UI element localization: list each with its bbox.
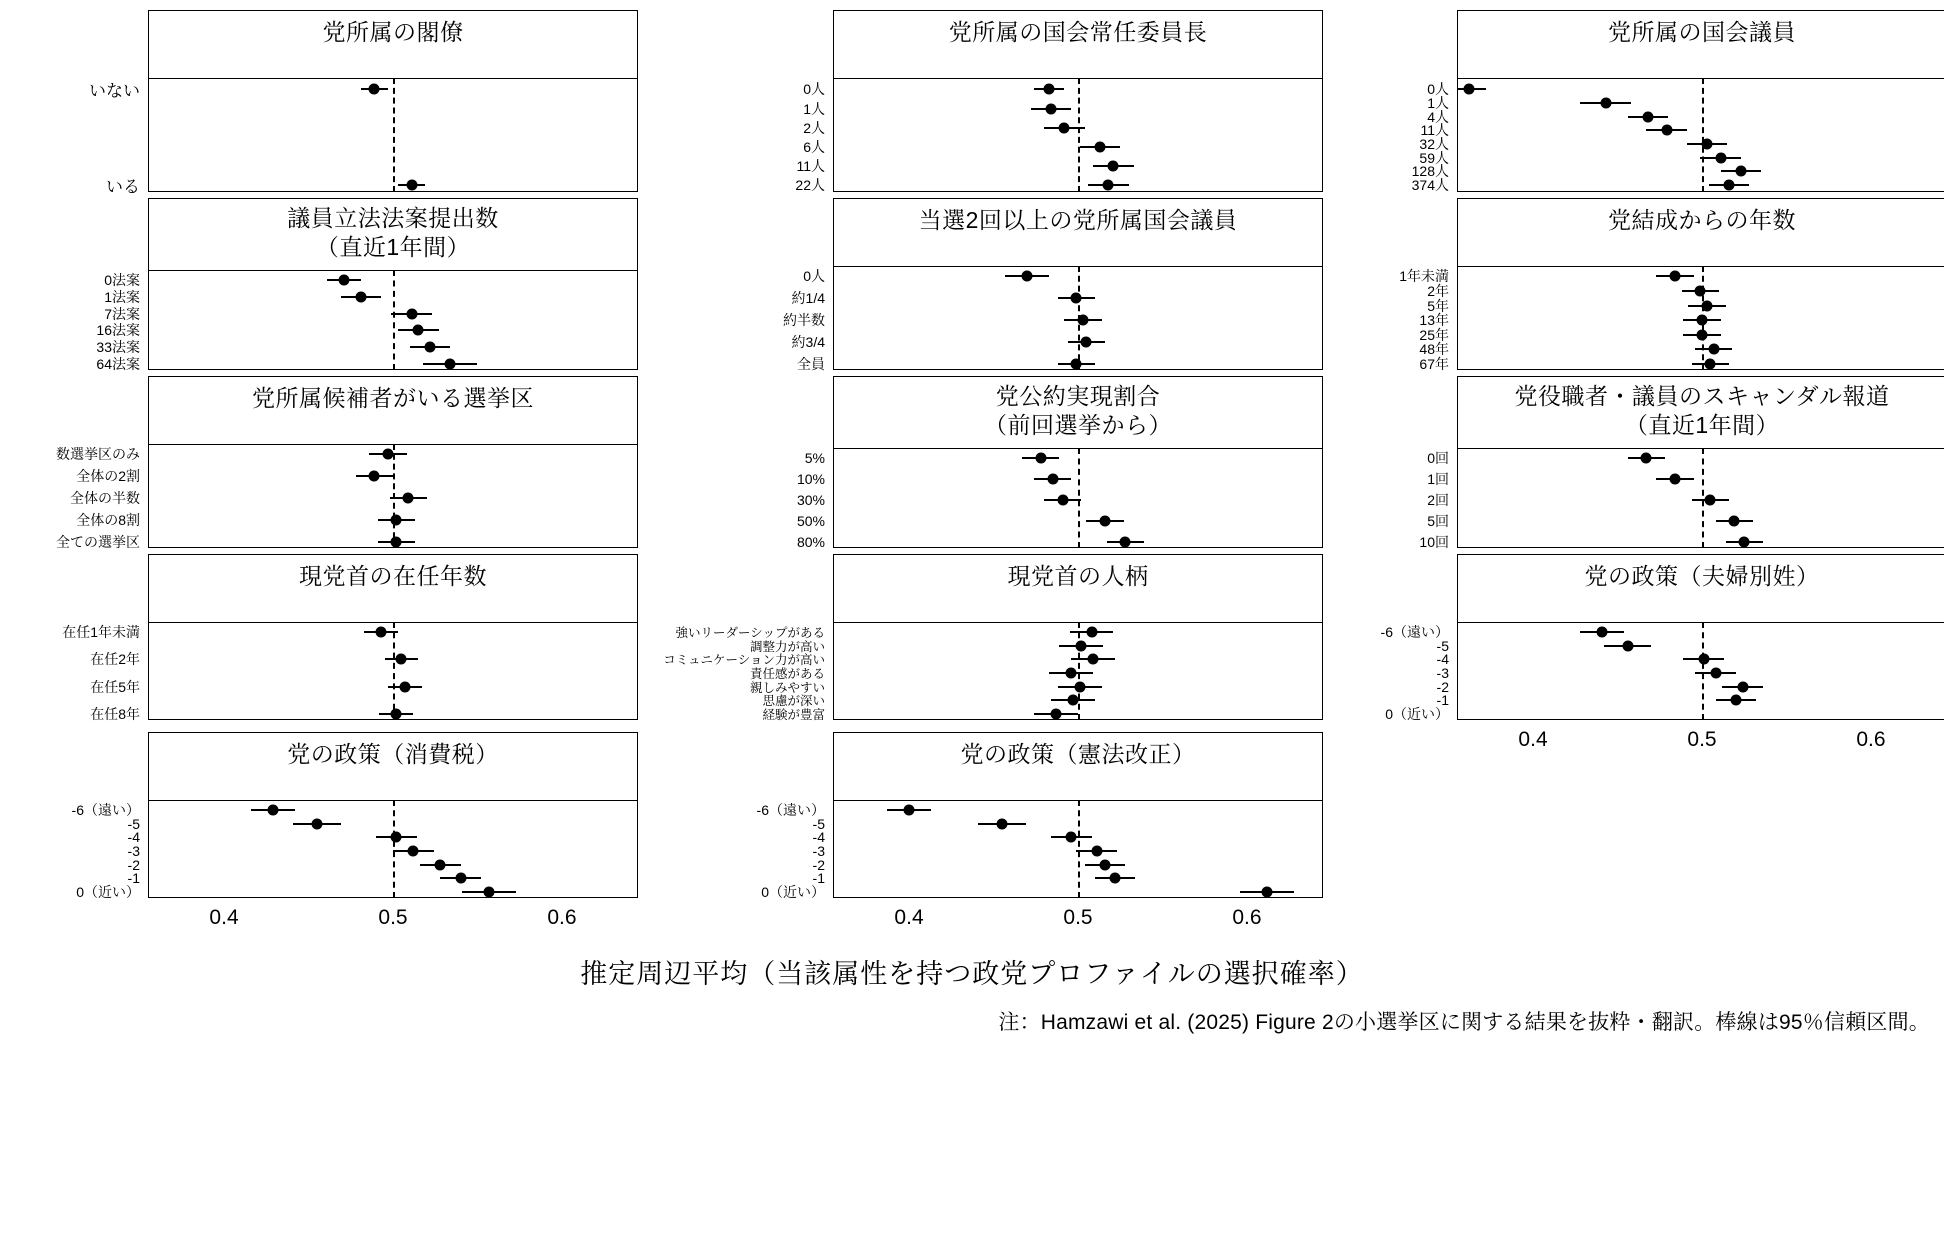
estimate-point [1710, 667, 1721, 678]
panel-plot-area [833, 78, 1323, 192]
panel-title: 党結成からの年数 [1608, 207, 1796, 233]
estimate-point [1661, 125, 1672, 136]
panel-row-label: 親しみやすい [749, 680, 825, 695]
panel-row-label: 2回 [1427, 492, 1449, 508]
panel-row-label: 0回 [1427, 450, 1449, 466]
reference-line [1078, 448, 1080, 548]
estimate-point [1739, 537, 1750, 548]
panel-row-label: 11人 [796, 158, 825, 174]
panel-row-label: 80% [796, 534, 825, 550]
panel-title: 議員立法法案提出数 （直近1年間） [287, 205, 499, 261]
panel-title: 当選2回以上の党所属国会議員 [918, 207, 1238, 233]
panel-plot-area [148, 270, 638, 370]
chart-panel [1399, 198, 1944, 372]
estimate-point [369, 471, 380, 482]
panel-row-label: -3 [1436, 664, 1449, 681]
panel-row-label: 0（近い） [76, 884, 140, 900]
estimate-point [382, 449, 393, 460]
estimate-point [1086, 626, 1097, 637]
x-axis [833, 906, 1323, 940]
reference-line [1078, 78, 1080, 192]
estimate-point [1705, 358, 1716, 369]
panel-title: 党の政策（憲法改正） [960, 741, 1196, 767]
estimate-point [1045, 103, 1056, 114]
panel-row-label: -3 [127, 842, 140, 859]
panel-row-label: いる [106, 177, 140, 197]
panel-row-label: 在任1年未満 [62, 623, 140, 640]
estimate-point [403, 493, 414, 504]
estimate-point [435, 859, 446, 870]
estimate-point [1081, 336, 1092, 347]
panel-plot-area [833, 800, 1323, 898]
panel-plot-area [148, 444, 638, 548]
panel-row-label: -4 [1436, 651, 1449, 668]
estimate-point [1047, 474, 1058, 485]
figure-x-axis-label: 推定周辺平均（当該属性を持つ政党プロファイルの選択確率） [580, 959, 1364, 989]
panel-row-label: -1 [127, 870, 140, 887]
panel-row-label: 全ての選挙区 [56, 533, 140, 550]
estimate-point [1071, 293, 1082, 304]
estimate-point [413, 325, 424, 336]
panel-row-label: 0（近い） [761, 884, 825, 900]
estimate-point [1708, 344, 1719, 355]
estimate-point [1057, 495, 1068, 506]
estimate-point [1100, 859, 1111, 870]
panel-row-label: 1年未満 [1399, 268, 1449, 285]
panel-row-label: -5 [812, 815, 825, 832]
panel-row-label: -1 [812, 870, 825, 887]
panel-row-label: -2 [1436, 678, 1449, 695]
estimate-point [1120, 537, 1131, 548]
panel-row-label: 22人 [795, 177, 825, 194]
panel-row-label: 1法案 [104, 288, 140, 305]
estimate-point [1705, 495, 1716, 506]
panel-row-label: 374人 [1411, 177, 1449, 194]
chart-panel [663, 554, 1323, 722]
panel-row-label: -6（遠い） [71, 801, 140, 818]
panel-row-label: 在任2年 [90, 651, 140, 668]
chart-panel [1380, 554, 1944, 722]
estimate-point [1463, 84, 1474, 95]
estimate-point [1091, 845, 1102, 856]
panel-plot-area [1457, 78, 1944, 192]
panel-row-label: 0人 [1427, 81, 1449, 98]
panel-title: 現党首の在任年数 [299, 563, 487, 589]
panel-row-label: 1人 [803, 100, 825, 117]
estimate-point [408, 845, 419, 856]
chart-panel [1419, 376, 1944, 550]
panel-row-label: 5% [804, 450, 825, 466]
panel-row-label: 全員 [797, 355, 825, 372]
panel-row-label: 30% [796, 492, 825, 508]
panel-row-label: 全体の2割 [76, 468, 140, 485]
panel-row-label: -6（遠い） [756, 801, 825, 818]
estimate-point [425, 342, 436, 353]
panel-row-label: 48年 [1419, 341, 1449, 358]
panel-row-label: いない [89, 81, 140, 101]
chart-panel [96, 198, 638, 372]
panel-row-label: 10% [796, 471, 825, 487]
estimate-point [1059, 122, 1070, 133]
reference-line [393, 78, 395, 192]
panel-row-label: 11人 [1420, 122, 1449, 139]
panel-row-label: -3 [812, 842, 825, 859]
estimate-point [1067, 695, 1078, 706]
panel-title: 党所属の国会議員 [1608, 19, 1796, 45]
panel-row-label: 67年 [1419, 355, 1449, 372]
estimate-point [339, 275, 350, 286]
estimate-point [1022, 271, 1033, 282]
panel-row-label: 在任5年 [90, 678, 140, 695]
estimate-point [1100, 516, 1111, 527]
estimate-point [1695, 285, 1706, 296]
estimate-point [376, 626, 387, 637]
chart-panel [795, 10, 1323, 194]
panel-row-label: 在任8年 [90, 706, 140, 722]
chart-panel [62, 554, 638, 722]
panel-row-label: -4 [812, 829, 825, 846]
panel-row-label: 5年 [1427, 297, 1449, 314]
panel-row-label: 2人 [803, 119, 825, 136]
panel-title: 党役職者・議員のスキャンダル報道 （直近1年間） [1514, 383, 1890, 439]
panel-row-label: 25年 [1419, 326, 1449, 343]
panel-plot-area [833, 448, 1323, 548]
x-axis-tick-label: 0.5 [1063, 906, 1093, 929]
estimate-point [399, 681, 410, 692]
estimate-point [369, 84, 380, 95]
chart-panel [796, 376, 1323, 550]
panel-plot-area [1457, 266, 1944, 370]
estimate-point [396, 654, 407, 665]
x-axis-tick-label: 0.4 [894, 906, 924, 929]
estimate-point [904, 804, 915, 815]
panel-row-label: 64法案 [96, 356, 140, 372]
x-axis-tick-label: 0.5 [378, 906, 408, 929]
panel-row-label: 6人 [803, 138, 825, 155]
estimate-point [1702, 139, 1713, 150]
panel-row-label: -5 [1436, 637, 1449, 654]
panel-title: 現党首の人柄 [1007, 563, 1149, 589]
panel-title: 党所属の閣僚 [322, 19, 464, 45]
panel-plot-area [148, 78, 638, 192]
estimate-point [1641, 453, 1652, 464]
estimate-point [1669, 271, 1680, 282]
panel-row-label: 全体の8割 [76, 511, 140, 528]
estimate-point [484, 887, 495, 898]
estimate-point [1597, 626, 1608, 637]
panel-row-label: 32人 [1419, 136, 1449, 153]
panel-row-label: 1回 [1427, 471, 1449, 487]
chart-panel [56, 376, 638, 550]
panel-row-label: 約3/4 [791, 333, 825, 350]
panel-plot-area [833, 266, 1323, 370]
estimate-point [1108, 161, 1119, 172]
chart-panel [71, 732, 638, 900]
panel-row-label: 約半数 [783, 312, 825, 329]
estimate-point [1600, 98, 1611, 109]
x-axis-tick-label: 0.5 [1687, 728, 1717, 751]
estimate-point [1078, 315, 1089, 326]
estimate-point [268, 804, 279, 815]
panel-title: 党公約実現割合 （前回選挙から） [984, 383, 1172, 439]
panel-row-label: 4人 [1427, 108, 1449, 125]
panel-row-label: 0（近い） [1385, 706, 1449, 722]
reference-line [1702, 78, 1704, 192]
estimate-point [996, 818, 1007, 829]
panel-row-label: 0人 [803, 268, 825, 285]
panel-row-label: 16法案 [96, 322, 140, 339]
panel-row-label: -5 [127, 815, 140, 832]
panel-plot-area [833, 622, 1323, 720]
estimate-point [1051, 709, 1062, 720]
estimate-point [391, 514, 402, 525]
panel-row-label: -2 [127, 856, 140, 873]
panel-row-label: 13年 [1419, 312, 1449, 329]
panel-plot-area [1457, 448, 1944, 548]
estimate-point [1074, 681, 1085, 692]
estimate-point [1715, 152, 1726, 163]
estimate-point [311, 818, 322, 829]
panel-row-label: -4 [127, 829, 140, 846]
estimate-point [1110, 873, 1121, 884]
x-axis-tick-label: 0.4 [209, 906, 239, 929]
panel-title: 党所属候補者がいる選挙区 [252, 385, 534, 411]
estimate-point [1729, 516, 1740, 527]
panel-row-label: 0法案 [104, 272, 140, 288]
x-axis [1457, 728, 1944, 762]
panel-row-label: -1 [1436, 692, 1449, 709]
estimate-point [455, 873, 466, 884]
x-axis-tick-label: 0.6 [547, 906, 577, 929]
estimate-point [1737, 681, 1748, 692]
panel-row-label: 1人 [1427, 95, 1449, 112]
panel-row-label: 59人 [1419, 149, 1449, 166]
panel-row-label: 思慮が深い [762, 694, 825, 709]
panel-row-label: 経験が豊富 [762, 708, 825, 722]
panel-row-label: 0人 [803, 81, 825, 98]
estimate-point [1044, 84, 1055, 95]
x-axis-tick-label: 0.6 [1856, 728, 1886, 751]
estimate-point [1698, 654, 1709, 665]
estimate-point [1724, 180, 1735, 191]
panel-row-label: 50% [796, 513, 825, 529]
estimate-point [406, 308, 417, 319]
estimate-point [391, 832, 402, 843]
estimate-point [391, 709, 402, 720]
panel-row-label: 責任感がある [749, 666, 825, 681]
chart-panel [1411, 10, 1944, 194]
panel-row-label: -2 [812, 856, 825, 873]
panel-row-label: 5回 [1427, 513, 1449, 529]
panel-row-label: 7法案 [104, 305, 140, 322]
x-axis [148, 906, 638, 940]
estimate-point [391, 536, 402, 547]
estimate-point [1622, 640, 1633, 651]
estimate-point [1642, 111, 1653, 122]
panel-row-label: 33法案 [96, 339, 140, 356]
panel-row-label: 約1/4 [791, 290, 825, 307]
chart-panel [783, 198, 1323, 372]
figure-note: 注：Hamzawi et al. (2025) Figure 2の小選挙区に関する結果を抜粋・翻訳。棒線は95％信頼区間。 [998, 1011, 1930, 1034]
estimate-point [1735, 166, 1746, 177]
estimate-point [406, 180, 417, 191]
reference-line [393, 622, 395, 720]
estimate-point [1697, 329, 1708, 340]
chart-panel [756, 732, 1323, 900]
estimate-point [1103, 180, 1114, 191]
estimate-point [1262, 887, 1273, 898]
estimate-point [1066, 832, 1077, 843]
estimate-point [1071, 358, 1082, 369]
panel-plot-area [1457, 622, 1944, 720]
estimate-point [445, 359, 456, 370]
panel-title: 党の政策（消費税） [287, 741, 499, 767]
panel-row-label: 全体の半数 [70, 490, 140, 507]
panel-title: 党所属の国会常任委員長 [948, 19, 1208, 45]
x-axis-tick-label: 0.6 [1232, 906, 1262, 929]
estimate-point [1066, 667, 1077, 678]
estimate-point [1076, 640, 1087, 651]
panel-plot-area [148, 800, 638, 898]
reference-line [1702, 448, 1704, 548]
reference-line [393, 270, 395, 370]
panel-row-label: -6（遠い） [1380, 623, 1449, 640]
estimate-point [1697, 315, 1708, 326]
panel-plot-area [148, 622, 638, 720]
estimate-point [1088, 654, 1099, 665]
panel-row-label: コミュニケーション力が高い [663, 653, 825, 668]
estimate-point [1730, 695, 1741, 706]
estimate-point [355, 291, 366, 302]
panel-row-label: 強いリーダーシップがある [675, 625, 825, 640]
estimate-point [1035, 453, 1046, 464]
panel-row-label: 調整力が高い [749, 639, 825, 654]
estimate-point [1669, 474, 1680, 485]
panel-row-label: 128人 [1411, 163, 1449, 180]
estimate-point [1094, 141, 1105, 152]
panel-row-label: 10回 [1419, 534, 1449, 550]
panel-title: 党の政策（夫婦別姓） [1584, 563, 1820, 589]
x-axis-tick-label: 0.4 [1518, 728, 1548, 751]
estimate-point [1702, 300, 1713, 311]
chart-panel [89, 10, 638, 197]
reference-line [393, 444, 395, 548]
panel-row-label: 数選挙区のみ [56, 446, 140, 463]
panel-row-label: 2年 [1427, 282, 1449, 299]
